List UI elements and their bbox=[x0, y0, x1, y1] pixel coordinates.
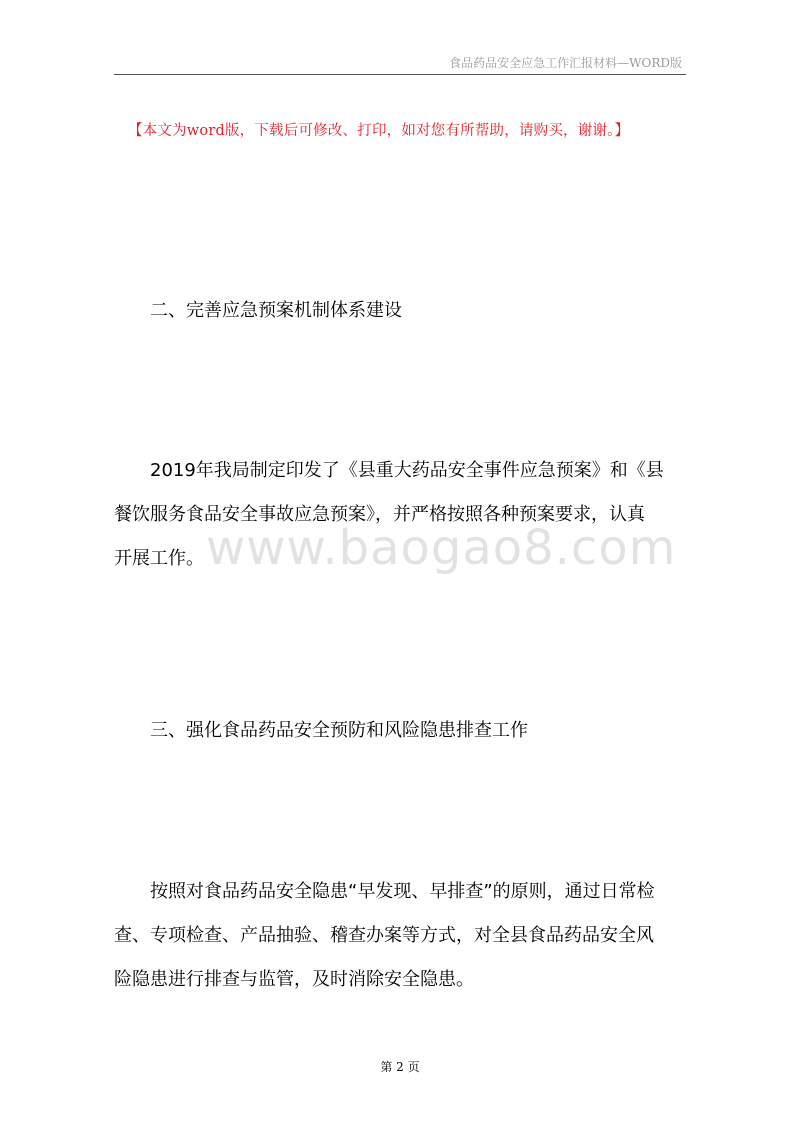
header-title: 食品药品安全应急工作汇报材料—WORD版 bbox=[449, 56, 682, 70]
page-header bbox=[114, 52, 686, 75]
paragraph-line: 餐饮服务食品安全事故应急预案》，并严格按照各种预案要求，认真 bbox=[114, 504, 645, 525]
section-heading-3: 三、强化食品药品安全预防和风险隐患排查工作 bbox=[150, 720, 528, 741]
section-heading-2: 二、完善应急预案机制体系建设 bbox=[150, 300, 402, 321]
paragraph-risk-inspection bbox=[114, 870, 694, 1002]
paragraph-line: 2019年我局制定印发了《县重大药品安全事件应急预案》和《县 bbox=[150, 460, 664, 481]
page-number: 第 2 页 bbox=[380, 1060, 420, 1074]
watermark: www.baogao8.com bbox=[206, 520, 677, 576]
paragraph-emergency-plans bbox=[114, 449, 694, 581]
paragraph-line: 按照对食品药品安全隐患“早发现、早排查”的原则，通过日常检 bbox=[150, 881, 655, 902]
purchase-notice: 【本文为word版，下载后可修改、打印，如对您有所帮助，请购买，谢谢。】 bbox=[128, 123, 630, 139]
paragraph-line: 险隐患进行排查与监管，及时消除安全隐患。 bbox=[114, 969, 474, 990]
paragraph-line: 查、专项检查、产品抽验、稽查办案等方式，对全县食品药品安全风 bbox=[114, 925, 654, 946]
paragraph-line: 开展工作。 bbox=[114, 548, 204, 569]
